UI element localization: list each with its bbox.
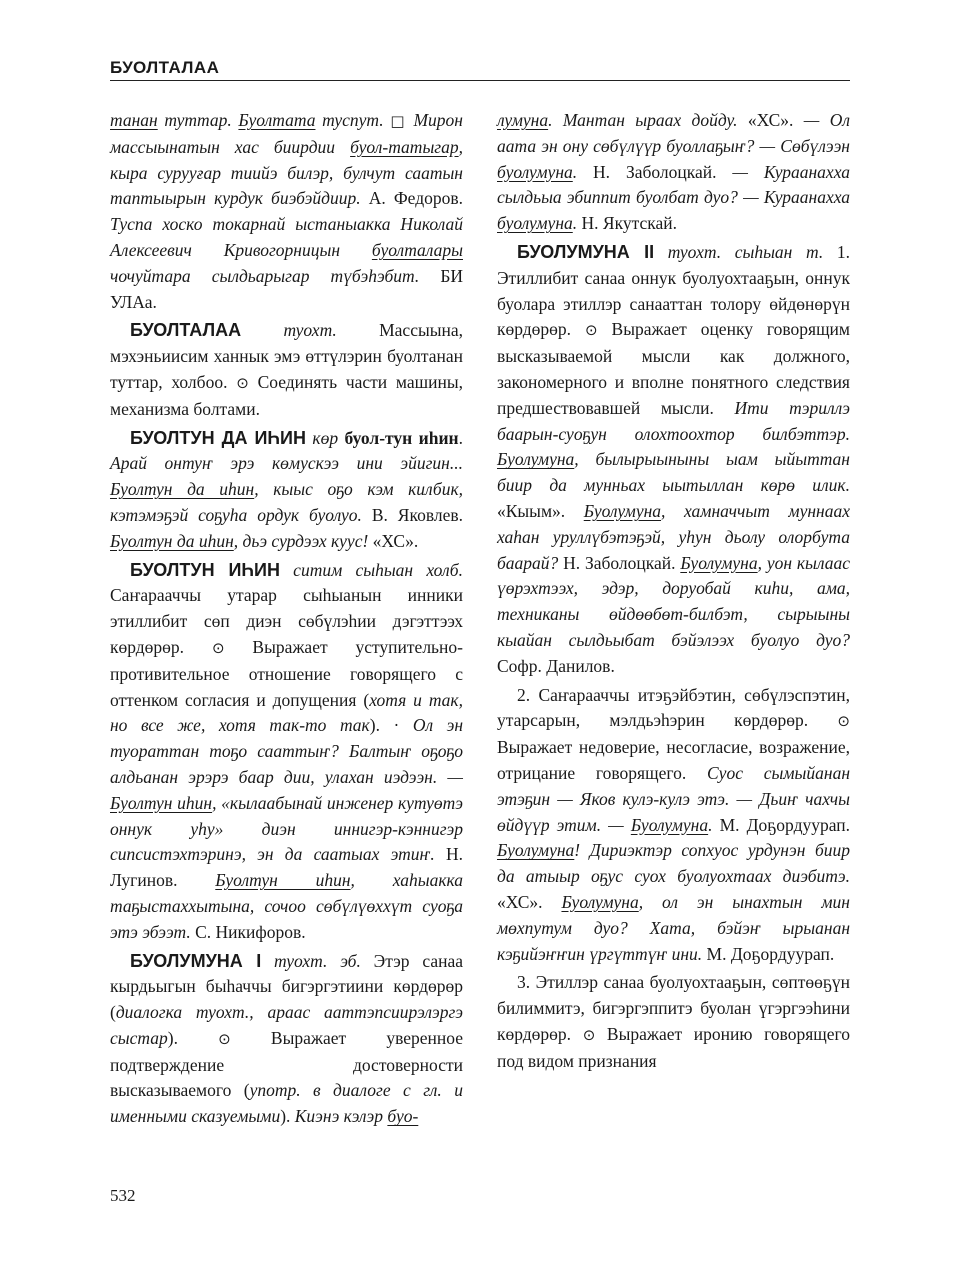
russian-translation: Выражает иронию говорящего под видом признания: [497, 1023, 850, 1071]
cross-ref-target: буол-тун иһин: [344, 427, 459, 448]
example-headword: буолумуна: [497, 161, 573, 182]
definition: Саҥарааччы утарар сыһыанын инники этиллибит сөп диэн сөбүлэһии дэгэттээх көрдөрөр.: [110, 585, 463, 657]
example-headword: буолталары: [371, 239, 463, 260]
cross-ref-label: көр: [306, 427, 345, 448]
source: «ХС».: [737, 110, 804, 130]
punctuation: ).: [280, 1106, 295, 1127]
source: А. Федоров.: [360, 188, 463, 209]
example-headword: танан: [110, 110, 158, 130]
example-headword: буо-: [387, 1106, 419, 1127]
punctuation: .: [572, 161, 578, 182]
example-text: — Кураанахха сылдьыа эбиппит буолбат дуо? — Кураанахха: [497, 161, 850, 208]
continued-entry: [110, 108, 463, 315]
example-text: Суос сымыйанан этэҕин — Яков кулэ-кулэ этэ. — Дьиҥ чахчы өйдүүр этим. —: [497, 762, 850, 835]
example-headword: Буолтата: [238, 110, 316, 130]
circled-dot-icon: ⊙: [236, 373, 249, 392]
example-text: Ол эн туораттан тоҕо сааттыҥ? Балтыҥ оҕоҕо алдьанан эрэрэ баар дии, улахан иэдээн. —: [110, 715, 464, 787]
example-headword: Буолумуна: [561, 891, 639, 912]
example-text: , ол эн ынахтын мин мөхпутум дуо? Хата, бэйэҥ ырыанан кэҕийэҥҥин үргүттүҥ ини.: [497, 891, 850, 964]
russian-gloss: хотя и так, но все же, хотя так-то так: [110, 689, 463, 736]
punctuation: ).: [167, 1027, 219, 1048]
punctuation: .: [708, 814, 713, 835]
part-of-speech: туохт.: [241, 320, 337, 341]
entry-buolumuna-2: [497, 240, 850, 680]
russian-translation: Выражает оценку говорящим высказываемой мысли как должного, закономерного и вполне понятного следствия предшествовавшей мысли.: [497, 319, 850, 418]
headword: БУОЛУМУНА I: [130, 950, 262, 971]
headword: БУОЛУМУНА II: [517, 241, 655, 262]
example-text: туспут.: [315, 110, 391, 130]
example-headword: Буолтун иһин: [110, 792, 213, 813]
example-text: , кыыс оҕо кэм килбик, кэтэмэҕэй соҕуһа ордук буолуо.: [110, 479, 463, 525]
part-of-speech: ситим сыһыан холб.: [279, 559, 463, 580]
source: «ХС».: [368, 530, 419, 551]
part-of-speech: туохт. эб.: [261, 950, 361, 971]
page-number: 532: [110, 1186, 136, 1205]
russian-translation: Выражает уступительно-противительное отношение говорящего с оттенком согласия и допущения (: [110, 636, 463, 710]
headword: БУОЛТУН ДА ИҺИН: [130, 427, 306, 448]
entry-buoltalaa: [110, 318, 463, 422]
example-text: , «кылаабынай инженер кутуөтэ оннук уһу» диэн иннигэр-кэннигэр сипсистэхтэринэ, эн да саатыах этиҥ.: [110, 792, 463, 865]
sense-3: [497, 970, 850, 1074]
example-headword: Буолумуна: [680, 552, 758, 573]
headword: БУОЛТУН ИҺИН: [130, 559, 280, 580]
circled-dot-icon: ⊙: [585, 321, 598, 340]
example-text: , былырыыныны ыам ыйыттан биир да мунньах ыытыллан көрө илик.: [497, 449, 850, 496]
definition: 2. Саҥарааччы итэҕэйбэтин, сөбүлэспэтин, утарсарын, мэлдьэһэрин көрдөрөр.: [497, 684, 850, 731]
left-column: [110, 108, 463, 1130]
example-text: Киэнэ кэлэр: [294, 1106, 388, 1127]
example-headword: буолумуна: [497, 213, 573, 234]
example-text: туттар.: [157, 110, 239, 130]
example-text: . Мантан ыраах дойду.: [548, 110, 738, 130]
definition: 3. Этиллэр санаа буолуохтааҕын, сөптөөҕүн билиммитэ, бигэргэппитэ буолан үгэргээһини көрдөрөр.: [497, 972, 850, 1044]
example-text: ! Дириэктэр сопхуос урдунэн биир да атыыр оҕус суох буолуохтаах диэбитэ.: [497, 840, 850, 887]
source: «ХС».: [497, 891, 562, 912]
circled-dot-icon: ⊙: [218, 1029, 231, 1048]
example-headword: лумуна: [497, 110, 549, 130]
source: М. Доҕордуурап.: [702, 943, 835, 964]
example-text: , дьэ сурдээх куус!: [233, 530, 369, 551]
example-text: , кыра сурууғар тиийэ билэр, булчут саатын таптыырын курдук биэбэйдиир.: [110, 136, 463, 209]
example-text: Мирон массыынатын хас биирдии: [110, 110, 463, 157]
source: Н. Заболоцкай.: [558, 552, 681, 573]
entry-buoltun-ihin: [110, 558, 463, 946]
entry-buolumuna-1: [110, 949, 463, 1131]
part-of-speech: туохт. сыһыан т.: [654, 241, 824, 262]
example-headword: Буолумуна: [630, 814, 709, 835]
source: «Кыым».: [497, 500, 584, 521]
punctuation: .: [572, 213, 578, 234]
example-text: , хамначчыт муннаах хаһан уруллүбэтэҕэй, уһун дьолу олорбута баарай?: [497, 500, 850, 573]
circled-dot-icon: ⊙: [837, 712, 850, 731]
example-text: , уон кылаас үөрэхтээх, эдэр, доруобай киһи, ама, техниканы өйдөөбөт-билбэт, сырыыны кыайан сылдьыбат бэйэлээх буолуо дуо?: [497, 552, 850, 650]
russian-translation: Соединять части машины, механизма болтами.: [110, 371, 463, 419]
example-text: Арай онтуҥ эрэ көмускээ ини эйигин...: [110, 453, 463, 474]
example-headword: Буолумуна: [497, 840, 575, 861]
circled-dot-icon: ⊙: [582, 1025, 596, 1044]
source: БИ УЛАа.: [110, 265, 464, 312]
russian-translation: Выражает недоверие, несогласие, возражение, отрицание говорящего.: [497, 737, 850, 783]
definition: Этэр санаа кырдьыгын быһаччы бигэргэтиини көрдөрөр (: [110, 950, 463, 1023]
source: С. Никифоров.: [190, 921, 306, 942]
source: Н. Заболоцкай.: [577, 161, 733, 182]
definition: Массыына, мэхэньиисим ханнык эмэ өттүлэрин буолтанан туттар, холбоо.: [110, 320, 463, 392]
russian-translation: Выражает уверенное подтверждение достоверности высказываемого (: [110, 1027, 463, 1101]
square-marker-icon: □: [390, 112, 407, 130]
definition: 1. Этиллибит санаа оннук буолуохтааҕын, оннук буолара этиллэр санааттан толору өйдөнөрүн көрдөрөр.: [497, 241, 850, 340]
right-column: [497, 108, 850, 1074]
example-text: Туспа хоско токарнай ыстаныакка Николай Алексеевич Кривогорницын: [110, 214, 463, 260]
example-text: чочуйтара сылдьарыгар түбэһэбит.: [110, 265, 420, 286]
example-headword: Буолтун иһин: [215, 870, 351, 891]
continued-entry: [497, 108, 850, 237]
example-text: Ити тэриллэ баарын-суоҕун олохтоохтор билбэттэр.: [497, 397, 850, 444]
example-headword: буол-татыгар: [350, 136, 459, 157]
source: М. Доҕордуурап.: [712, 814, 850, 835]
source: Софр. Данилов.: [497, 655, 615, 676]
circled-dot-icon: ⊙: [211, 638, 225, 657]
header-rule: [110, 80, 850, 81]
example-headword: Буолумуна: [583, 500, 662, 521]
punctuation: .: [458, 427, 463, 448]
example-text: — Ол аата эн ону сөбүлүүр буоллаҕыҥ? — Сөбүлээн: [497, 110, 850, 156]
punctuation: ). ·: [369, 715, 413, 736]
russian-gloss: употр. в диалоге с гл. и именными сказуемыми: [110, 1080, 463, 1127]
example-headword: Буолтун да иһин: [110, 530, 234, 551]
usage-note: диалогка туохт., араас ааттэпсиирэлэргэ сыстар: [110, 1002, 463, 1048]
sense-2: [497, 683, 850, 968]
source: В. Яковлев.: [361, 504, 463, 525]
source: Н. Лугинов.: [110, 844, 464, 891]
entry-buoltun-da-ihin: [110, 426, 463, 555]
example-text: , хаһыакка таҕыстаххытына, сочоо сөбүлүөххүт суоҕа этэ эбээт.: [110, 870, 464, 942]
source: Н. Якутскай.: [577, 213, 677, 234]
headword: БУОЛТАЛАА: [130, 320, 242, 341]
running-head: БУОЛТАЛАА: [110, 58, 220, 77]
example-headword: Буолумуна: [497, 449, 575, 470]
example-headword: Буолтун да иһин: [110, 479, 255, 500]
